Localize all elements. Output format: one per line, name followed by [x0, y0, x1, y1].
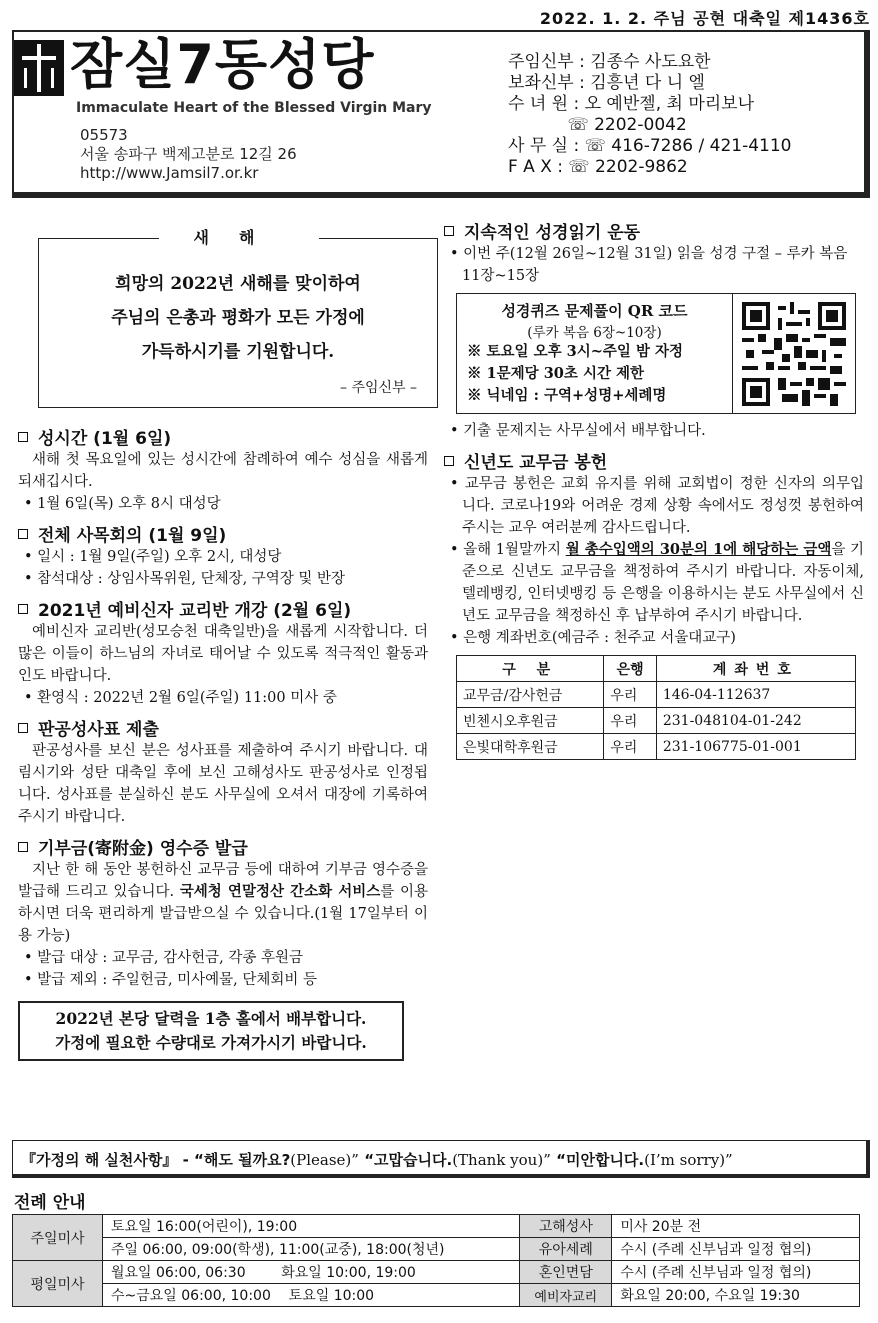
staff-list — [508, 52, 792, 178]
table-cell: 주일미사 — [13, 1215, 103, 1261]
confession-body: 판공성사를 보신 분은 성사표를 제출하여 주시기 바랍니다. 대림시기와 성탄 대축일 후에 보신 고해성사도 판공성사로 인정됩니다. 성사표를 분실하신 분도 사무실에 오셔서 대장에 기록하여 주시기 바랍니다. — [18, 743, 428, 825]
section-heading: 성시간 (1월 6일) — [18, 424, 428, 449]
section-heading: 지속적인 성경읽기 운동 — [444, 218, 864, 243]
left-column — [18, 218, 428, 1061]
liturgy-table — [12, 1214, 860, 1307]
newyear-box — [38, 228, 438, 408]
church-subtitle: Immaculate Heart of the Blessed Virgin Mary — [76, 100, 432, 116]
section-heading: 2021년 예비신자 교리반 개강 (2월 6일) — [18, 596, 428, 621]
table-cell: 수~금요일 06:00, 10:00 토요일 10:00 — [103, 1284, 520, 1307]
table-cell: 월요일 06:00, 06:30 화요일 10:00, 19:00 — [103, 1261, 520, 1284]
calendar-line: 2022년 본당 달력을 1층 홀에서 배부합니다. — [55, 1009, 367, 1028]
table-cell: 수시 (주례 신부님과 일정 협의) — [612, 1261, 860, 1284]
masthead — [12, 30, 870, 198]
quiz-rule: ※ 닉네임 : 구역+성명+세례명 — [467, 387, 667, 404]
church-logo-icon — [14, 40, 64, 96]
bible-bullet: • 이번 주(12월 26일~12월 31일) 읽을 성경 구절 – 루카 복음 11장~15장 — [450, 246, 848, 284]
church-address — [80, 126, 297, 183]
issue-line: 2022. 1. 2. 주님 공현 대축일 제1436호 — [539, 9, 870, 28]
quiz-rule: ※ 토요일 오후 3시~주일 밤 자정 — [467, 343, 684, 360]
section-heading: 신년도 교무금 봉헌 — [444, 448, 864, 473]
holy-hour-body: 새해 첫 목요일에 있는 성시간에 참례하여 예수 성심을 새롭게 되새깁시다. — [18, 452, 428, 490]
table-cell: 빈첸시오후원금 — [457, 708, 604, 734]
catechumen-body: 예비신자 교리반(성모승천 대축일반)을 새롭게 시작합니다. 더 많은 이들이 하느님의 자녀로 태어날 수 있도록 적극적인 활동과 인도 바랍니다. — [18, 624, 428, 684]
quiz-box — [456, 293, 856, 414]
table-cell: 평일미사 — [13, 1261, 103, 1307]
table-cell: 혼인면담 — [520, 1261, 612, 1284]
council-bullet: • 참석대상 : 상임사목위원, 단체장, 구역장 및 반장 — [24, 571, 346, 587]
family-year-bar: 『가정의 해 실천사항』 - “해도 될까요?(Please)” “고맙습니다.(Thank you)” “미안합니다.(I’m sorry)” — [12, 1140, 870, 1178]
table-row — [457, 682, 856, 708]
catechumen-bullet: • 환영식 : 2022년 2월 6일(주일) 11:00 미사 중 — [24, 690, 337, 706]
street-address: 서울 송파구 백제고분로 12길 26 — [80, 145, 297, 163]
dues-bullet: • 은행 계좌번호(예금주 : 천주교 서울대교구) — [450, 630, 736, 646]
table-cell: 우리 — [604, 682, 657, 708]
dues-bullet: • 교무금 봉헌은 교회 유지를 위해 교회법이 정한 신자의 의무입니다. 코로나19와 어려운 경제 상황 속에서도 정성껏 봉헌하여 주시는 교우 여러분께 감사드립니다. — [450, 476, 864, 536]
liturgy-title: 전례 안내 — [14, 1193, 86, 1213]
table-row — [13, 1238, 860, 1261]
website-link[interactable]: http://www.Jamsil7.or.kr — [80, 164, 259, 182]
staff-line: 수 녀 원 : 오 예반젤, 최 마리보나 — [508, 94, 755, 114]
calendar-line: 가정에 필요한 수량대로 가져가시기 바랍니다. — [55, 1033, 367, 1052]
table-cell: 예비자교리 — [520, 1284, 612, 1307]
council-bullet: • 일시 : 1월 9일(주일) 오후 2시, 대성당 — [24, 549, 282, 565]
bank-header: 구 분 — [457, 656, 604, 682]
staff-line: 사 무 실 : ☏ 416-7286 / 421-4110 — [508, 136, 792, 156]
table-cell: 우리 — [604, 708, 657, 734]
staff-line: 보좌신부 : 김흥년 다 니 엘 — [508, 73, 705, 93]
table-cell: 고해성사 — [520, 1215, 612, 1238]
table-row — [13, 1261, 860, 1284]
staff-line: F A X : ☏ 2202-9862 — [508, 157, 688, 177]
section-heading: 기부금(寄附金) 영수증 발급 — [18, 834, 428, 859]
table-cell: 231-048104-01-242 — [656, 708, 855, 734]
table-cell: 은빛대학후원금 — [457, 734, 604, 760]
quiz-sub: (루카 복음 6장~10장) — [527, 325, 662, 341]
table-cell: 화요일 20:00, 수요일 19:30 — [612, 1284, 860, 1307]
newyear-line: 주님의 은총과 평화가 모든 가정에 — [111, 308, 365, 328]
calendar-notice — [18, 1001, 404, 1061]
receipt-bullet: • 발급 제외 : 주일헌금, 미사예물, 단체회비 등 — [24, 972, 318, 988]
table-cell: 146-04-112637 — [656, 682, 855, 708]
quiz-title: 성경퀴즈 문제풀이 QR 코드 — [501, 302, 688, 320]
section-heading: 판공성사표 제출 — [18, 715, 428, 740]
postal-code: 05573 — [80, 126, 128, 144]
bank-header: 계좌번호 — [656, 656, 855, 682]
section-heading: 전체 사목회의 (1월 9일) — [18, 521, 428, 546]
table-cell: 수시 (주례 신부님과 일정 협의) — [612, 1238, 860, 1261]
quiz-text — [457, 294, 733, 413]
table-cell: 미사 20분 전 — [612, 1215, 860, 1238]
table-row — [457, 708, 856, 734]
table-cell: 교무금/감사헌금 — [457, 682, 604, 708]
right-column — [444, 218, 864, 760]
receipt-bullet: • 발급 대상 : 교무금, 감사헌금, 각종 후원금 — [24, 950, 304, 966]
table-cell: 주일 06:00, 09:00(학생), 11:00(교중), 18:00(청년) — [103, 1238, 520, 1261]
newyear-message — [49, 267, 427, 369]
staff-line: ☏ 2202-0042 — [508, 115, 687, 135]
table-cell: 우리 — [604, 734, 657, 760]
church-title: 잠실7동성당 — [70, 33, 375, 96]
holy-hour-bullet: • 1월 6일(목) 오후 8시 대성당 — [24, 496, 221, 512]
newyear-line: 희망의 2022년 새해를 맞이하여 — [115, 274, 361, 294]
bible-after: • 기출 문제지는 사무실에서 배부합니다. — [450, 423, 706, 439]
quiz-rule: ※ 1문제당 30초 시간 제한 — [467, 365, 645, 382]
table-cell: 231-106775-01-001 — [656, 734, 855, 760]
bank-table — [456, 655, 856, 760]
dues-bullet: • 올해 1월말까지 월 총수입액의 30분의 1에 해당하는 금액을 기준으로 신년도 교무금을 책정하여 주시기 바랍니다. 자동이체, 텔레뱅킹, 인터넷뱅킹 등 은행을 이용하시는 분도 사무실에서 신년도 교무금을 책정하신 후 납부하여 주시기 바랍니다. — [450, 541, 864, 624]
newyear-line: 가득하시기를 기원합니다. — [141, 342, 335, 362]
bank-header: 은행 — [604, 656, 657, 682]
receipt-body: 지난 한 해 동안 봉헌하신 교무금 등에 대하여 기부금 영수증을 발급해 드리고 있습니다. 국세청 연말정산 간소화 서비스를 이용하시면 더욱 편리하게 발급받으실 수 있습니다.(1월 17일부터 이용 가능) — [18, 862, 428, 944]
newyear-heading: 새해 — [159, 225, 319, 248]
qr-code-icon[interactable] — [733, 294, 855, 413]
table-row — [13, 1284, 860, 1307]
staff-line: 주임신부 : 김종수 사도요한 — [508, 52, 711, 72]
table-cell: 토요일 16:00(어린이), 19:00 — [103, 1215, 520, 1238]
table-row — [457, 734, 856, 760]
newyear-signature: – 주임신부 – — [340, 380, 417, 396]
table-cell: 유아세례 — [520, 1238, 612, 1261]
table-row — [13, 1215, 860, 1238]
